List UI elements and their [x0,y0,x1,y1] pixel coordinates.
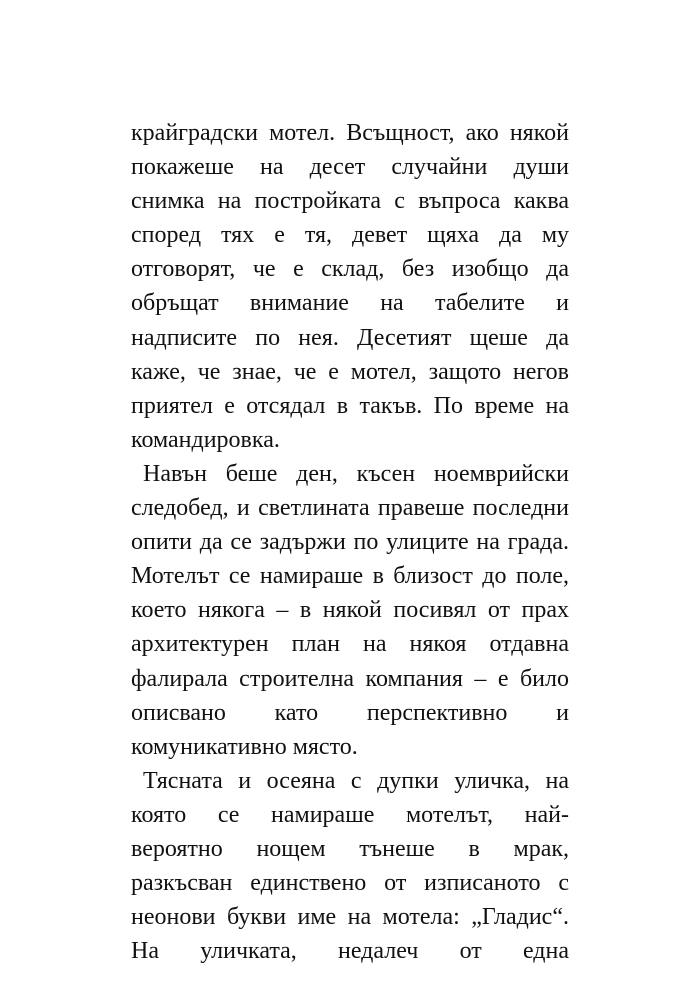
text-line: приятел е отсядал в такъв. По време на [131,392,569,419]
text-line: отговорят, че е склад, без изобщо да [131,256,569,283]
text-line: вероятно нощем тънеше в мрак, [131,835,569,862]
text-line: която се намираше мотелът, най- [131,801,569,828]
text-line: архитектурен план на някоя отдавна [131,631,569,658]
text-line: според тях е тя, девет щяха да му [131,222,569,249]
text-line: Мотелът се намираше в близост до поле, [131,563,569,590]
text-line: описвано като перспективно и [131,699,569,726]
text-line: което някога – в някой посивял от прах [131,597,569,624]
text-line: надписите по нея. Десетият щеше да [131,324,569,351]
text-line: снимка на постройката с въпроса каква [131,188,569,215]
text-line: обръщат внимание на табелите и [131,290,569,317]
text-line: следобед, и светлината правеше последни [131,495,569,522]
text-line: неонови букви име на мотела: „Гладис“. [131,904,569,931]
text-line: комуникативно място. [131,733,358,760]
page-text [131,116,569,968]
text-line: опити да се задържи по улиците на града. [131,529,569,556]
text-line: покажеше на десет случайни души [131,154,569,181]
text-line: командировка. [131,426,280,453]
text-line: каже, че знае, че е мотел, защото негов [131,358,569,385]
text-line: разкъсван единствено от изписаното с [131,870,569,897]
text-line: Тясната и осеяна с дупки уличка, на [143,767,569,794]
text-line: крайградски мотел. Всъщност, ако някой [131,120,569,146]
text-line: фалирала строителна компания – е било [131,665,569,692]
text-line: На уличката, недалеч от една [131,938,569,965]
text-line: Навън беше ден, късен ноемврийски [143,460,569,487]
